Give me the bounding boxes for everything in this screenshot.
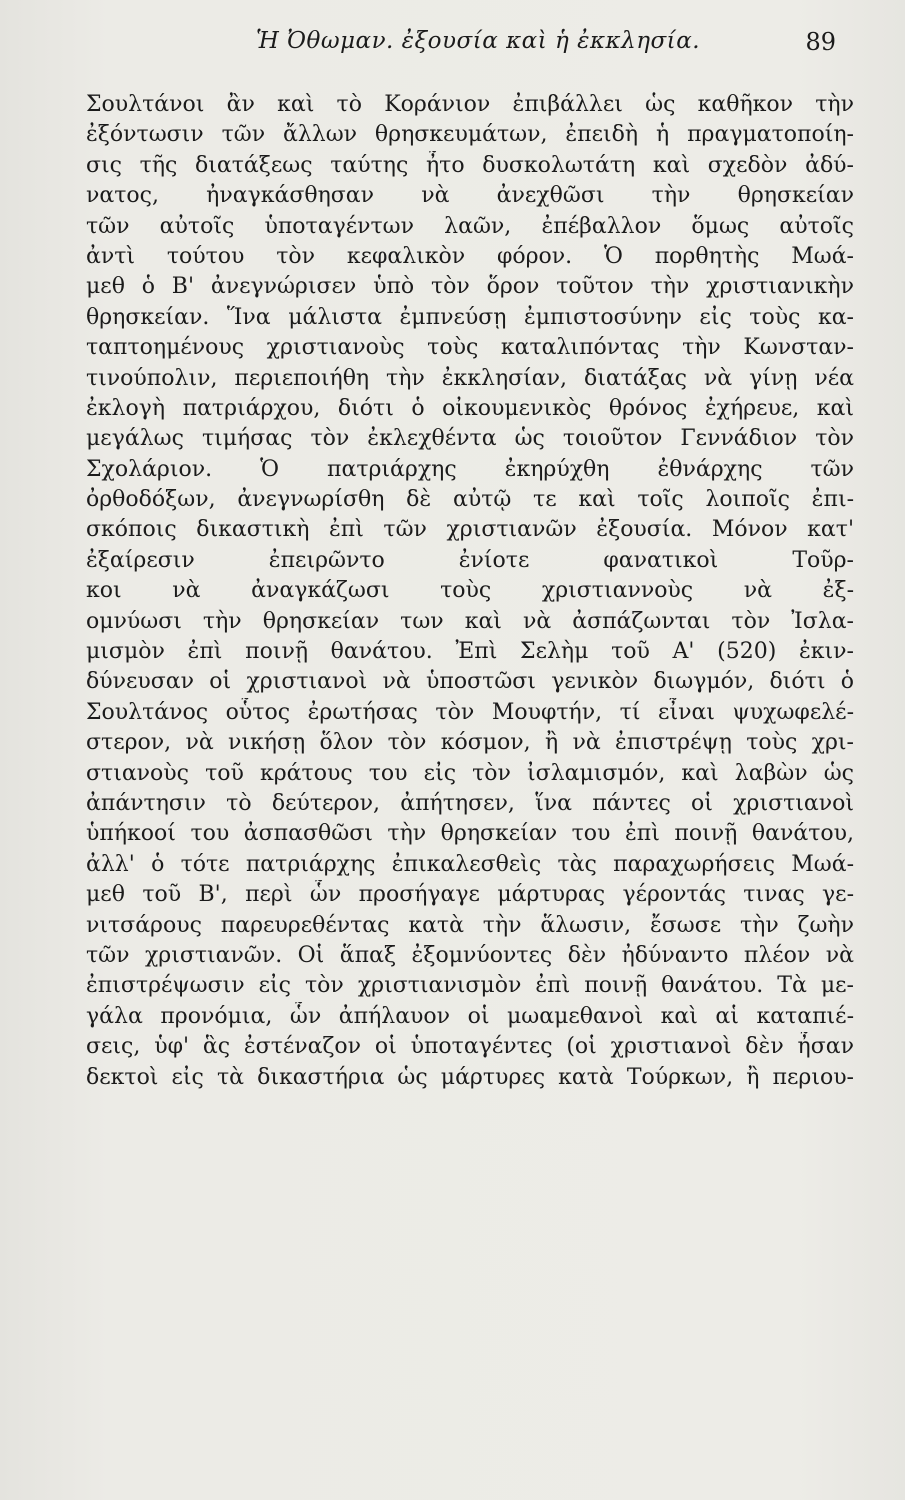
text-line: μισμὸν ἐπὶ ποινῇ θανάτου. Ἐπὶ Σελὴμ τοῦ Α' (520) ἐκιν- [86,639,854,665]
text-line: Σουλτάνος οὗτος ἐρωτήσας τὸν Μουφτήν, τί εἶναι ψυχωφελέ- [86,699,854,725]
text-line: μεγάλως τιμήσας τὸν ἐκλεχθέντα ὡς τοιοῦτον Γεννάδιον τὸν [86,426,854,452]
text-line: γάλα προνόμια, ὧν ἀπήλαυον οἱ μωαμεθανοὶ καὶ αἱ καταπιέ- [86,1003,854,1029]
text-line: μεθ ὁ Β' ἀνεγνώρισεν ὑπὸ τὸν ὅρον τοῦτον τὴν χριστιανικὴν [86,274,854,300]
text-line: Σουλτάνοι ἂν καὶ τὸ Κοράνιον ἐπιβάλλει ὡς καθῆκον τὴν [86,92,854,117]
text-line: ἀπάντησιν τὸ δεύτερον, ἀπήτησεν, ἵνα πάντες οἱ χριστιανοὶ [86,790,854,816]
text-line: κοι νὰ ἀναγκάζωσι τοὺς χριστιαννοὺς νὰ ἐξ- [86,578,854,604]
text-line: ὀρθοδόξων, ἀνεγνωρίσθη δὲ αὐτῷ τε καὶ τοῖς λοιποῖς ἐπι- [86,487,854,513]
text-line: νατος, ἠναγκάσθησαν νὰ ἀνεχθῶσι τὴν θρησκείαν [86,183,854,209]
text-line: σεις, ὑφ' ἃς ἐστέναζον οἱ ὑποταγέντες (οἱ χριστιανοὶ δὲν ἦσαν [86,1034,854,1060]
text-line: τῶν χριστιανῶν. Οἱ ἅπαξ ἐξομνύοντες δὲν ἠδύναντο πλέον νὰ [86,942,854,968]
text-line: δεκτοὶ εἰς τὰ δικαστήρια ὡς μάρτυρες κατὰ Τούρκων, ἢ περιου- [86,1064,854,1090]
text-line: Σχολάριον. Ὁ πατριάρχης ἐκηρύχθη ἐθνάρχης τῶν [86,456,854,482]
text-line: ἐξόντωσιν τῶν ἄλλων θρησκευμάτων, ἐπειδὴ ἡ πραγματοποίη- [86,122,854,148]
text-line: στιανοὺς τοῦ κράτους του εἰς τὸν ἰσλαμισμόν, καὶ λαβὼν ὡς [86,760,854,786]
text-line: σις τῆς διατάξεως ταύτης ἦτο δυσκολωτάτη καὶ σχεδὸν ἀδύ- [86,152,854,178]
text-line: ὑπήκοοί του ἀσπασθῶσι τὴν θρησκείαν του ἐπὶ ποινῇ θανάτου, [86,821,854,847]
text-line: θρησκείαν. Ἵνα μάλιστα ἐμπνεύσῃ ἐμπιστοσύνην εἰς τοὺς κα- [86,304,854,330]
text-line: ἀντὶ τούτου τὸν κεφαλικὸν φόρον. Ὁ πορθητὴς Μωά- [86,243,854,269]
text-line: ἐπιστρέψωσιν εἰς τὸν χριστιανισμὸν ἐπὶ ποινῇ θανάτου. Τὰ με- [86,973,854,999]
running-head [88,28,848,62]
page-number: 89 [805,28,836,56]
text-line: ταπτοημένους χριστιανοὺς τοὺς καταλιπόντας τὴν Κωνσταν- [86,335,854,361]
text-line: ἀλλ' ὁ τότε πατριάρχης ἐπικαλεσθεὶς τὰς παραχωρήσεις Μωά- [86,851,854,877]
text-line: σκόποις δικαστικὴ ἐπὶ τῶν χριστιανῶν ἐξουσία. Μόνον κατ' [86,517,854,543]
text-line: ομνύωσι τὴν θρησκείαν των καὶ νὰ ἀσπάζωνται τὸν Ἰσλα- [86,608,854,634]
text-line: ἐκλογὴ πατριάρχου, διότι ὁ οἰκουμενικὸς θρόνος ἐχήρευε, καὶ [86,395,854,421]
running-title: Ἡ Ὀθωμαν. ἐξουσία καὶ ἡ ἐκκλησία. [256,28,701,54]
text-line: μεθ τοῦ Β', περὶ ὧν προσήγαγε μάρτυρας γέροντάς τινας γε- [86,882,854,908]
text-line: ἐξαίρεσιν ἐπειρῶντο ἐνίοτε φανατικοὶ Τοῦρ- [86,547,854,573]
text-line: τινούπολιν, περιεποιήθη τὴν ἐκκλησίαν, διατάξας νὰ γίνῃ νέα [86,365,854,391]
text-line: τῶν αὐτοῖς ὑποταγέντων λαῶν, ἐπέβαλλον ὅμως αὐτοῖς [86,213,854,239]
text-line: νιτσάρους παρευρεθέντας κατὰ τὴν ἅλωσιν, ἔσωσε τὴν ζωὴν [86,912,854,938]
text-line: στερον, νὰ νικήσῃ ὅλον τὸν κόσμον, ἢ νὰ ἐπιστρέψῃ τοὺς χρι- [86,730,854,756]
text-line: δύνευσαν οἱ χριστιανοὶ νὰ ὑποστῶσι γενικὸν διωγμόν, διότι ὁ [86,669,854,695]
body-text [86,90,854,1093]
